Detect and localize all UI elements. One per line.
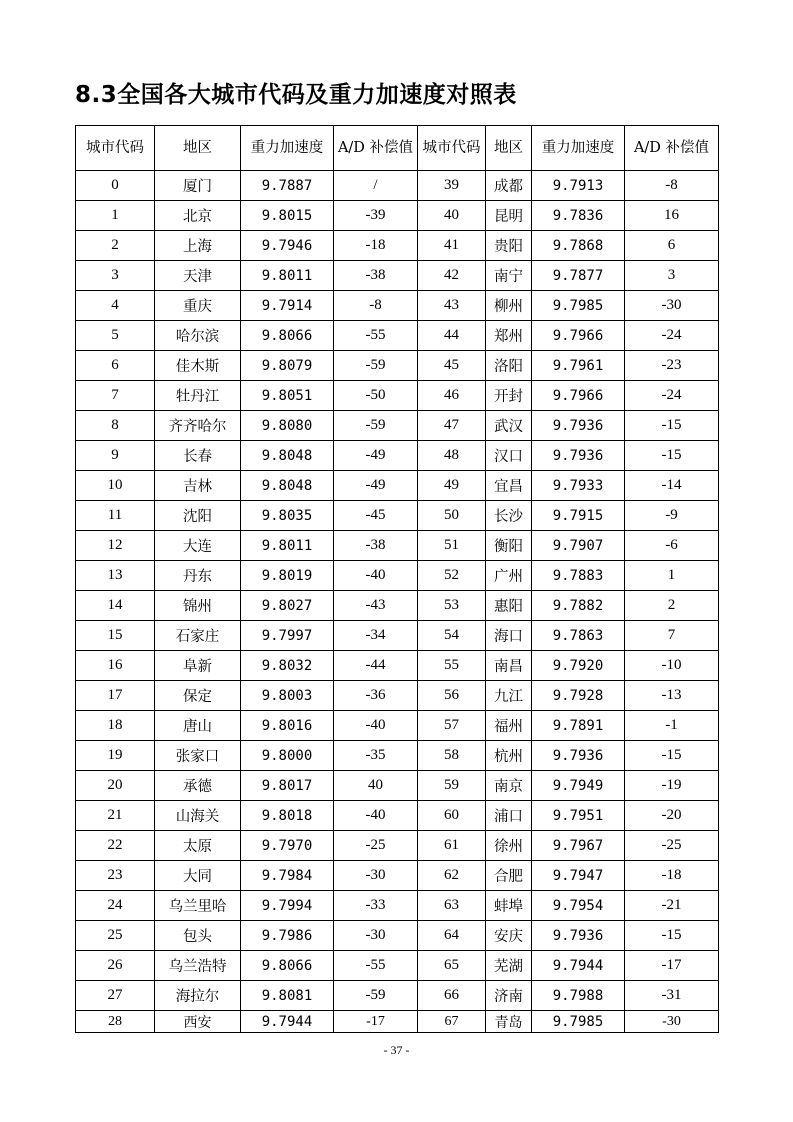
ad-compensation-cell: 16 (625, 201, 719, 231)
gravity-cell: 9.8011 (241, 261, 334, 291)
region-cell: 山海关 (155, 801, 241, 831)
gravity-cell: 9.7887 (241, 171, 334, 201)
gravity-cell: 9.7936 (532, 921, 625, 951)
table-row (76, 471, 719, 501)
region-cell: 洛阳 (486, 351, 532, 381)
city-code-cell: 0 (76, 171, 155, 201)
region-cell: 沈阳 (155, 501, 241, 531)
city-code-cell: 67 (418, 1011, 486, 1033)
region-cell: 贵阳 (486, 231, 532, 261)
city-code-cell: 54 (418, 621, 486, 651)
table-row (76, 321, 719, 351)
gravity-cell: 9.7951 (532, 801, 625, 831)
table-row (76, 711, 719, 741)
gravity-cell: 9.8080 (241, 411, 334, 441)
ad-compensation-cell: -10 (625, 651, 719, 681)
ad-compensation-cell: -15 (625, 411, 719, 441)
region-cell: 承德 (155, 771, 241, 801)
city-code-cell: 39 (418, 171, 486, 201)
city-code-cell: 65 (418, 951, 486, 981)
region-cell: 佳木斯 (155, 351, 241, 381)
city-code-cell: 18 (76, 711, 155, 741)
city-code-cell: 57 (418, 711, 486, 741)
ad-compensation-cell: -55 (334, 321, 418, 351)
region-cell: 徐州 (486, 831, 532, 861)
gravity-cell: 9.7936 (532, 741, 625, 771)
city-code-cell: 58 (418, 741, 486, 771)
ad-compensation-cell: -45 (334, 501, 418, 531)
city-code-cell: 49 (418, 471, 486, 501)
gravity-cell: 9.8018 (241, 801, 334, 831)
gravity-cell: 9.7985 (532, 1011, 625, 1033)
gravity-cell: 9.8019 (241, 561, 334, 591)
header-ad-compensation: A/D 补偿值 (625, 126, 719, 171)
ad-compensation-cell: -18 (625, 861, 719, 891)
city-code-cell: 27 (76, 981, 155, 1011)
city-code-cell: 48 (418, 441, 486, 471)
gravity-cell: 9.7936 (532, 441, 625, 471)
gravity-cell: 9.8079 (241, 351, 334, 381)
gravity-cell: 9.8051 (241, 381, 334, 411)
gravity-cell: 9.7907 (532, 531, 625, 561)
ad-compensation-cell: 6 (625, 231, 719, 261)
ad-compensation-cell: -49 (334, 441, 418, 471)
region-cell: 海拉尔 (155, 981, 241, 1011)
region-cell: 乌兰里哈 (155, 891, 241, 921)
table-row (76, 231, 719, 261)
ad-compensation-cell: 1 (625, 561, 719, 591)
gravity-cell: 9.7868 (532, 231, 625, 261)
gravity-cell: 9.8066 (241, 951, 334, 981)
gravity-cell: 9.8066 (241, 321, 334, 351)
header-city-code: 城市代码 (76, 126, 155, 171)
gravity-cell: 9.8081 (241, 981, 334, 1011)
region-cell: 郑州 (486, 321, 532, 351)
region-cell: 汉口 (486, 441, 532, 471)
region-cell: 石家庄 (155, 621, 241, 651)
gravity-cell: 9.7863 (532, 621, 625, 651)
ad-compensation-cell: -9 (625, 501, 719, 531)
ad-compensation-cell: -59 (334, 411, 418, 441)
gravity-cell: 9.7947 (532, 861, 625, 891)
region-cell: 大连 (155, 531, 241, 561)
table-row (76, 501, 719, 531)
city-code-cell: 8 (76, 411, 155, 441)
table-row (76, 921, 719, 951)
ad-compensation-cell: -43 (334, 591, 418, 621)
gravity-cell: 9.8015 (241, 201, 334, 231)
gravity-cell: 9.7928 (532, 681, 625, 711)
gravity-cell: 9.8003 (241, 681, 334, 711)
table-row (76, 771, 719, 801)
table-row (76, 561, 719, 591)
region-cell: 蚌埠 (486, 891, 532, 921)
city-code-cell: 10 (76, 471, 155, 501)
ad-compensation-cell: -8 (334, 291, 418, 321)
city-code-cell: 14 (76, 591, 155, 621)
city-code-cell: 46 (418, 381, 486, 411)
page-number: - 37 - (383, 1043, 410, 1057)
region-cell: 浦口 (486, 801, 532, 831)
region-cell: 海口 (486, 621, 532, 651)
table-row (76, 741, 719, 771)
header-region: 地区 (486, 126, 532, 171)
region-cell: 齐齐哈尔 (155, 411, 241, 441)
ad-compensation-cell: -6 (625, 531, 719, 561)
city-code-cell: 15 (76, 621, 155, 651)
city-code-cell: 61 (418, 831, 486, 861)
region-cell: 惠阳 (486, 591, 532, 621)
region-cell: 锦州 (155, 591, 241, 621)
header-gravity: 重力加速度 (532, 126, 625, 171)
city-code-cell: 2 (76, 231, 155, 261)
table-row (76, 951, 719, 981)
gravity-cell: 9.8035 (241, 501, 334, 531)
ad-compensation-cell: -35 (334, 741, 418, 771)
table-row (76, 351, 719, 381)
header-ad-compensation: A/D 补偿值 (334, 126, 418, 171)
city-code-cell: 41 (418, 231, 486, 261)
gravity-cell: 9.8000 (241, 741, 334, 771)
region-cell: 芜湖 (486, 951, 532, 981)
ad-compensation-cell: -18 (334, 231, 418, 261)
table-row (76, 1011, 719, 1033)
region-cell: 九江 (486, 681, 532, 711)
region-cell: 南京 (486, 771, 532, 801)
city-code-cell: 47 (418, 411, 486, 441)
region-cell: 长沙 (486, 501, 532, 531)
city-code-cell: 28 (76, 1011, 155, 1033)
region-cell: 厦门 (155, 171, 241, 201)
city-code-cell: 4 (76, 291, 155, 321)
region-cell: 福州 (486, 711, 532, 741)
city-code-cell: 45 (418, 351, 486, 381)
ad-compensation-cell: -49 (334, 471, 418, 501)
table-row (76, 381, 719, 411)
gravity-cell: 9.7949 (532, 771, 625, 801)
ad-compensation-cell: / (334, 171, 418, 201)
ad-compensation-cell: -38 (334, 261, 418, 291)
gravity-cell: 9.7836 (532, 201, 625, 231)
gravity-cell: 9.8011 (241, 531, 334, 561)
city-code-cell: 5 (76, 321, 155, 351)
ad-compensation-cell: -59 (334, 351, 418, 381)
gravity-cell: 9.7967 (532, 831, 625, 861)
region-cell: 开封 (486, 381, 532, 411)
ad-compensation-cell: -30 (625, 291, 719, 321)
region-cell: 阜新 (155, 651, 241, 681)
city-code-cell: 53 (418, 591, 486, 621)
ad-compensation-cell: -19 (625, 771, 719, 801)
region-cell: 北京 (155, 201, 241, 231)
city-code-cell: 24 (76, 891, 155, 921)
ad-compensation-cell: -38 (334, 531, 418, 561)
city-code-cell: 7 (76, 381, 155, 411)
ad-compensation-cell: 2 (625, 591, 719, 621)
gravity-cell: 9.7961 (532, 351, 625, 381)
city-code-cell: 11 (76, 501, 155, 531)
gravity-cell: 9.7970 (241, 831, 334, 861)
gravity-cell: 9.8027 (241, 591, 334, 621)
region-cell: 合肥 (486, 861, 532, 891)
table-row (76, 981, 719, 1011)
city-code-cell: 52 (418, 561, 486, 591)
table-row (76, 411, 719, 441)
gravity-table (75, 125, 719, 1033)
header-gravity: 重力加速度 (241, 126, 334, 171)
gravity-cell: 9.7883 (532, 561, 625, 591)
city-code-cell: 17 (76, 681, 155, 711)
city-code-cell: 51 (418, 531, 486, 561)
table-row (76, 681, 719, 711)
region-cell: 济南 (486, 981, 532, 1011)
region-cell: 唐山 (155, 711, 241, 741)
ad-compensation-cell: -25 (334, 831, 418, 861)
table-row (76, 291, 719, 321)
city-code-cell: 16 (76, 651, 155, 681)
table-row (76, 861, 719, 891)
ad-compensation-cell: -14 (625, 471, 719, 501)
city-code-cell: 44 (418, 321, 486, 351)
ad-compensation-cell: -24 (625, 321, 719, 351)
ad-compensation-cell: -8 (625, 171, 719, 201)
city-code-cell: 43 (418, 291, 486, 321)
region-cell: 大同 (155, 861, 241, 891)
table-row (76, 261, 719, 291)
ad-compensation-cell: -30 (334, 861, 418, 891)
gravity-cell: 9.7920 (532, 651, 625, 681)
region-cell: 衡阳 (486, 531, 532, 561)
gravity-cell: 9.7933 (532, 471, 625, 501)
gravity-cell: 9.7936 (532, 411, 625, 441)
table-row (76, 891, 719, 921)
region-cell: 南昌 (486, 651, 532, 681)
region-cell: 武汉 (486, 411, 532, 441)
gravity-cell: 9.7954 (532, 891, 625, 921)
gravity-cell: 9.7985 (532, 291, 625, 321)
ad-compensation-cell: -40 (334, 561, 418, 591)
city-code-cell: 3 (76, 261, 155, 291)
ad-compensation-cell: -24 (625, 381, 719, 411)
ad-compensation-cell: -30 (625, 1011, 719, 1033)
gravity-cell: 9.7891 (532, 711, 625, 741)
ad-compensation-cell: 7 (625, 621, 719, 651)
region-cell: 丹东 (155, 561, 241, 591)
table-row (76, 831, 719, 861)
region-cell: 乌兰浩特 (155, 951, 241, 981)
city-code-cell: 63 (418, 891, 486, 921)
header-region: 地区 (155, 126, 241, 171)
ad-compensation-cell: -40 (334, 711, 418, 741)
ad-compensation-cell: -36 (334, 681, 418, 711)
ad-compensation-cell: -20 (625, 801, 719, 831)
city-code-cell: 9 (76, 441, 155, 471)
city-code-cell: 64 (418, 921, 486, 951)
region-cell: 太原 (155, 831, 241, 861)
gravity-cell: 9.7913 (532, 171, 625, 201)
gravity-cell: 9.8048 (241, 441, 334, 471)
region-cell: 包头 (155, 921, 241, 951)
city-code-cell: 42 (418, 261, 486, 291)
region-cell: 哈尔滨 (155, 321, 241, 351)
city-code-cell: 22 (76, 831, 155, 861)
table-row (76, 441, 719, 471)
city-code-cell: 26 (76, 951, 155, 981)
ad-compensation-cell: -30 (334, 921, 418, 951)
region-cell: 吉林 (155, 471, 241, 501)
gravity-cell: 9.7994 (241, 891, 334, 921)
region-cell: 张家口 (155, 741, 241, 771)
region-cell: 杭州 (486, 741, 532, 771)
gravity-cell: 9.7915 (532, 501, 625, 531)
city-code-cell: 40 (418, 201, 486, 231)
gravity-cell: 9.7877 (532, 261, 625, 291)
region-cell: 昆明 (486, 201, 532, 231)
region-cell: 成都 (486, 171, 532, 201)
page-title: 8.3全国各大城市代码及重力加速度对照表 (75, 82, 517, 108)
table-row (76, 591, 719, 621)
ad-compensation-cell: -39 (334, 201, 418, 231)
gravity-cell: 9.7986 (241, 921, 334, 951)
ad-compensation-cell: -17 (625, 951, 719, 981)
ad-compensation-cell: -23 (625, 351, 719, 381)
city-code-cell: 50 (418, 501, 486, 531)
gravity-cell: 9.8016 (241, 711, 334, 741)
region-cell: 安庆 (486, 921, 532, 951)
ad-compensation-cell: -31 (625, 981, 719, 1011)
ad-compensation-cell: -21 (625, 891, 719, 921)
city-code-cell: 60 (418, 801, 486, 831)
header-city-code: 城市代码 (418, 126, 486, 171)
table-row (76, 531, 719, 561)
region-cell: 柳州 (486, 291, 532, 321)
city-code-cell: 66 (418, 981, 486, 1011)
table-row (76, 801, 719, 831)
ad-compensation-cell: -1 (625, 711, 719, 741)
region-cell: 西安 (155, 1011, 241, 1033)
ad-compensation-cell: 40 (334, 771, 418, 801)
city-code-cell: 12 (76, 531, 155, 561)
gravity-cell: 9.7966 (532, 381, 625, 411)
gravity-cell: 9.8032 (241, 651, 334, 681)
gravity-cell: 9.8048 (241, 471, 334, 501)
ad-compensation-cell: -59 (334, 981, 418, 1011)
gravity-cell: 9.7914 (241, 291, 334, 321)
table-row (76, 621, 719, 651)
region-cell: 牡丹江 (155, 381, 241, 411)
ad-compensation-cell: 3 (625, 261, 719, 291)
gravity-cell: 9.8017 (241, 771, 334, 801)
ad-compensation-cell: -40 (334, 801, 418, 831)
gravity-cell: 9.7997 (241, 621, 334, 651)
region-cell: 长春 (155, 441, 241, 471)
city-code-cell: 19 (76, 741, 155, 771)
region-cell: 广州 (486, 561, 532, 591)
ad-compensation-cell: -15 (625, 441, 719, 471)
city-code-cell: 21 (76, 801, 155, 831)
gravity-cell: 9.7966 (532, 321, 625, 351)
ad-compensation-cell: -15 (625, 921, 719, 951)
table-header-row (76, 126, 719, 171)
region-cell: 天津 (155, 261, 241, 291)
region-cell: 保定 (155, 681, 241, 711)
ad-compensation-cell: -50 (334, 381, 418, 411)
region-cell: 重庆 (155, 291, 241, 321)
city-code-cell: 13 (76, 561, 155, 591)
ad-compensation-cell: -44 (334, 651, 418, 681)
city-code-cell: 23 (76, 861, 155, 891)
ad-compensation-cell: -25 (625, 831, 719, 861)
gravity-cell: 9.7882 (532, 591, 625, 621)
city-code-cell: 56 (418, 681, 486, 711)
table-row (76, 171, 719, 201)
gravity-cell: 9.7984 (241, 861, 334, 891)
gravity-cell: 9.7944 (532, 951, 625, 981)
city-code-cell: 6 (76, 351, 155, 381)
region-cell: 南宁 (486, 261, 532, 291)
city-code-cell: 59 (418, 771, 486, 801)
table-body (76, 171, 719, 1033)
city-code-cell: 20 (76, 771, 155, 801)
city-code-cell: 25 (76, 921, 155, 951)
gravity-cell: 9.7946 (241, 231, 334, 261)
region-cell: 宜昌 (486, 471, 532, 501)
table-row (76, 651, 719, 681)
region-cell: 上海 (155, 231, 241, 261)
table-row (76, 201, 719, 231)
city-code-cell: 62 (418, 861, 486, 891)
city-code-cell: 1 (76, 201, 155, 231)
region-cell: 青岛 (486, 1011, 532, 1033)
ad-compensation-cell: -15 (625, 741, 719, 771)
gravity-cell: 9.7988 (532, 981, 625, 1011)
city-code-cell: 55 (418, 651, 486, 681)
ad-compensation-cell: -34 (334, 621, 418, 651)
gravity-cell: 9.7944 (241, 1011, 334, 1033)
ad-compensation-cell: -33 (334, 891, 418, 921)
ad-compensation-cell: -17 (334, 1011, 418, 1033)
ad-compensation-cell: -13 (625, 681, 719, 711)
ad-compensation-cell: -55 (334, 951, 418, 981)
